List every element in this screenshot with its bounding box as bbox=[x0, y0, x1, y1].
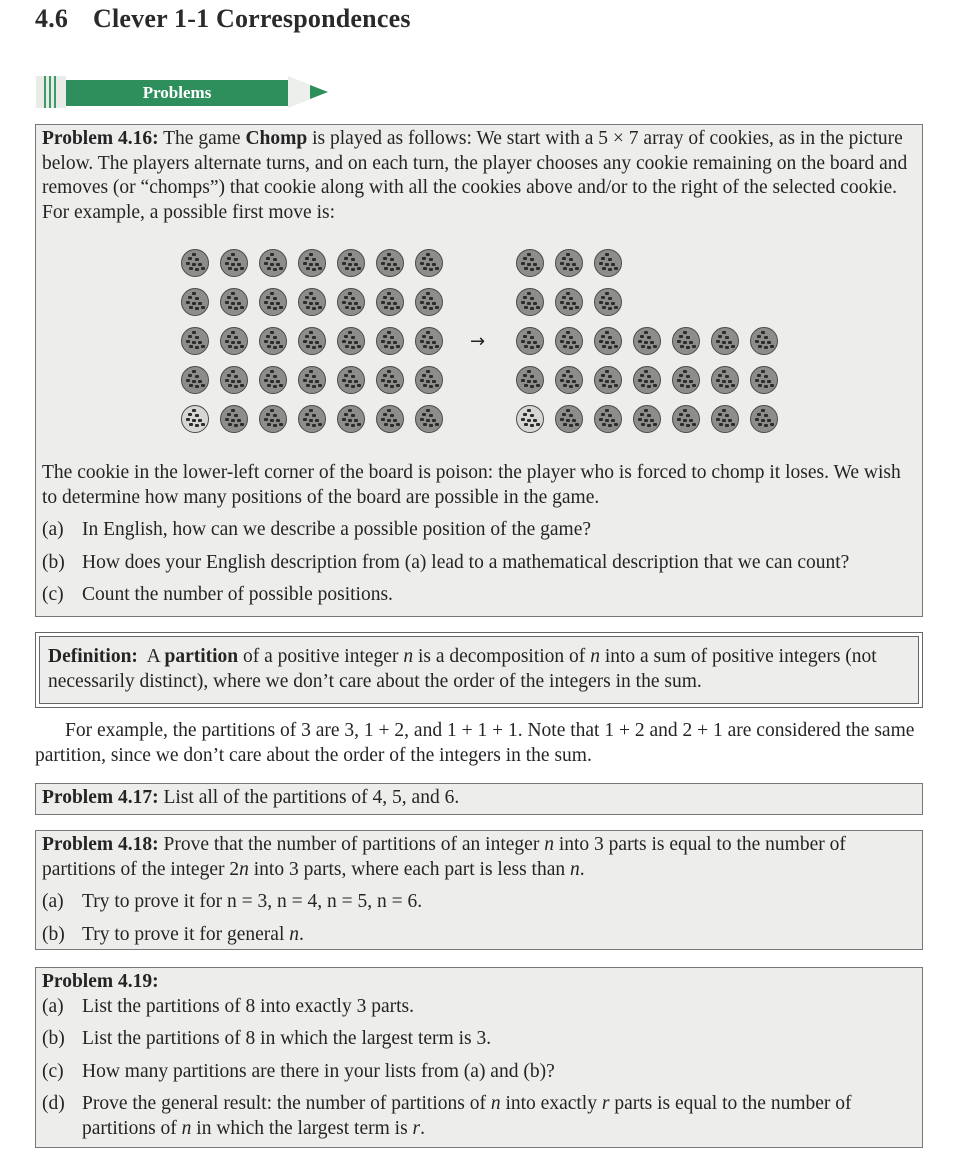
poison-cookie-icon bbox=[181, 405, 209, 433]
cookie-icon bbox=[337, 366, 365, 394]
cookie-icon bbox=[337, 327, 365, 355]
cookie-icon bbox=[220, 366, 248, 394]
cookie-icon bbox=[750, 366, 778, 394]
poison-cookie-icon bbox=[516, 405, 544, 433]
part-b: (b) Try to prove it for general n. bbox=[42, 923, 304, 945]
problem-4-18: Problem 4.18: Prove that the number of partitions of an integer n into 3 parts is equal to the number of partitions of the integer 2n into 3 parts, where each part is less than n. (a) Try to prove it for n = 3, n = 4, n = 5, n = 6. (b) Try to prove it for general n. bbox=[35, 830, 923, 950]
cookie-icon bbox=[337, 405, 365, 433]
cookie-icon bbox=[220, 288, 248, 316]
part-b: (b) List the partitions of 8 in which the largest term is 3. bbox=[42, 1028, 492, 1049]
cookie-icon bbox=[415, 327, 443, 355]
problem-4-16-parts bbox=[42, 518, 916, 608]
cookie-icon bbox=[220, 405, 248, 433]
problem-4-16 bbox=[35, 124, 923, 617]
cookie-icon bbox=[376, 405, 404, 433]
part-a: (a) List the partitions of 8 into exactly 3 parts. bbox=[42, 995, 414, 1017]
cookie-icon bbox=[672, 327, 700, 355]
cookie-icon bbox=[220, 249, 248, 277]
cookie-icon bbox=[594, 288, 622, 316]
cookie-icon bbox=[555, 288, 583, 316]
cookie-icon bbox=[415, 366, 443, 394]
cookie-icon bbox=[298, 405, 326, 433]
cookie-icon bbox=[376, 249, 404, 277]
cookie-icon bbox=[750, 327, 778, 355]
part-d: (d) Prove the general result: the number of partitions of n into exactly r parts is equal to the number of partitions of n in which the largest term is r. bbox=[42, 1093, 852, 1139]
cookie-icon bbox=[594, 327, 622, 355]
cookie-icon bbox=[415, 288, 443, 316]
cookie-icon bbox=[376, 366, 404, 394]
cookie-icon bbox=[555, 366, 583, 394]
cookie-icon bbox=[181, 327, 209, 355]
cookie-icon bbox=[259, 366, 287, 394]
cookie-icon bbox=[594, 366, 622, 394]
cookie-icon bbox=[337, 288, 365, 316]
cookie-icon bbox=[337, 249, 365, 277]
cookie-icon bbox=[750, 405, 778, 433]
cookie-icon bbox=[298, 288, 326, 316]
cookie-icon bbox=[711, 405, 739, 433]
cookie-icon bbox=[298, 366, 326, 394]
part-a: (a) In English, how can we describe a possible position of the game? bbox=[42, 519, 592, 540]
part-c: (c) How many partitions are there in your lists from (a) and (b)? bbox=[42, 1060, 555, 1082]
cookie-icon bbox=[415, 405, 443, 433]
definition-box: Definition: A partition of a positive integer n is a decomposition of n into a sum of positive integers (not necessarily distinct), where we don’t care about the order of the integers in the sum. bbox=[35, 632, 923, 708]
cookie-icon bbox=[672, 405, 700, 433]
cookie-icon bbox=[555, 327, 583, 355]
problems-banner bbox=[36, 76, 336, 108]
cookie-icon bbox=[594, 249, 622, 277]
problem-4-19: Problem 4.19: (a) List the partitions of 8 into exactly 3 parts. (b) List the partitions of 8 in which the largest term is 3. (c) How many partitions are there in your lists from (a) and (b)? (d) Prove the general result: the number of partitions of n into exactly r parts is equal to the number of partitions of n in which the largest term is r. bbox=[35, 967, 923, 1148]
cookie-icon bbox=[633, 327, 661, 355]
cookie-icon bbox=[516, 249, 544, 277]
cookie-icon bbox=[376, 327, 404, 355]
arrow-icon: → bbox=[470, 331, 486, 352]
cookie-icon bbox=[259, 327, 287, 355]
cookie-icon bbox=[555, 249, 583, 277]
cookie-icon bbox=[711, 327, 739, 355]
problem-4-16-after-text: The cookie in the lower-left corner of the board is poison: the player who is forced to chomp it loses. We wish to determine how many positions of the board are possible in the game. bbox=[42, 462, 901, 508]
part-c: (c) Count the number of possible positions. bbox=[42, 584, 393, 605]
part-b: (b) How does your English description from (a) lead to a mathematical description that we can count? bbox=[42, 551, 850, 573]
part-a: (a) Try to prove it for n = 3, n = 4, n = 5, n = 6. bbox=[42, 891, 423, 912]
cookie-icon bbox=[555, 405, 583, 433]
cookie-icon bbox=[259, 405, 287, 433]
problem-4-16-intro: Problem 4.16: The game Chomp is played as follows: We start with a 5 × 7 array of cookies, as in the picture below. The players alternate turns, and on each turn, the player chooses any cookie remaining on the board and removes (or “chomps”) that cookie along with all the cookies above and/or to the right of the selected cookie. For example, a possible first move is: bbox=[42, 128, 908, 223]
problem-4-17: Problem 4.17: List all of the partitions of 4, 5, and 6. bbox=[35, 783, 923, 815]
section-title: Clever 1-1 Correspondences bbox=[93, 4, 411, 33]
cookie-icon bbox=[298, 249, 326, 277]
cookie-icon bbox=[181, 249, 209, 277]
example-paragraph: For example, the partitions of 3 are 3, 1 + 2, and 1 + 1 + 1. Note that 1 + 2 and 2 + 1 are considered the same partition, since we don’t care about the order of the integers in the sum. bbox=[35, 720, 915, 766]
section-number: 4.6 bbox=[35, 4, 69, 33]
cookie-icon bbox=[711, 366, 739, 394]
cookie-icon bbox=[633, 366, 661, 394]
banner-label: Problems bbox=[66, 80, 288, 106]
cookie-icon bbox=[376, 288, 404, 316]
cookie-icon bbox=[633, 405, 661, 433]
section-heading bbox=[35, 4, 411, 34]
cookie-icon bbox=[672, 366, 700, 394]
cookie-icon bbox=[259, 288, 287, 316]
cookie-icon bbox=[298, 327, 326, 355]
cookie-icon bbox=[181, 366, 209, 394]
cookie-icon bbox=[594, 405, 622, 433]
cookie-icon bbox=[516, 327, 544, 355]
cookie-icon bbox=[415, 249, 443, 277]
cookie-icon bbox=[516, 366, 544, 394]
cookie-icon bbox=[516, 288, 544, 316]
pencil-eraser-icon bbox=[36, 76, 66, 108]
cookie-icon bbox=[259, 249, 287, 277]
cookie-icon bbox=[220, 327, 248, 355]
cookie-icon bbox=[181, 288, 209, 316]
